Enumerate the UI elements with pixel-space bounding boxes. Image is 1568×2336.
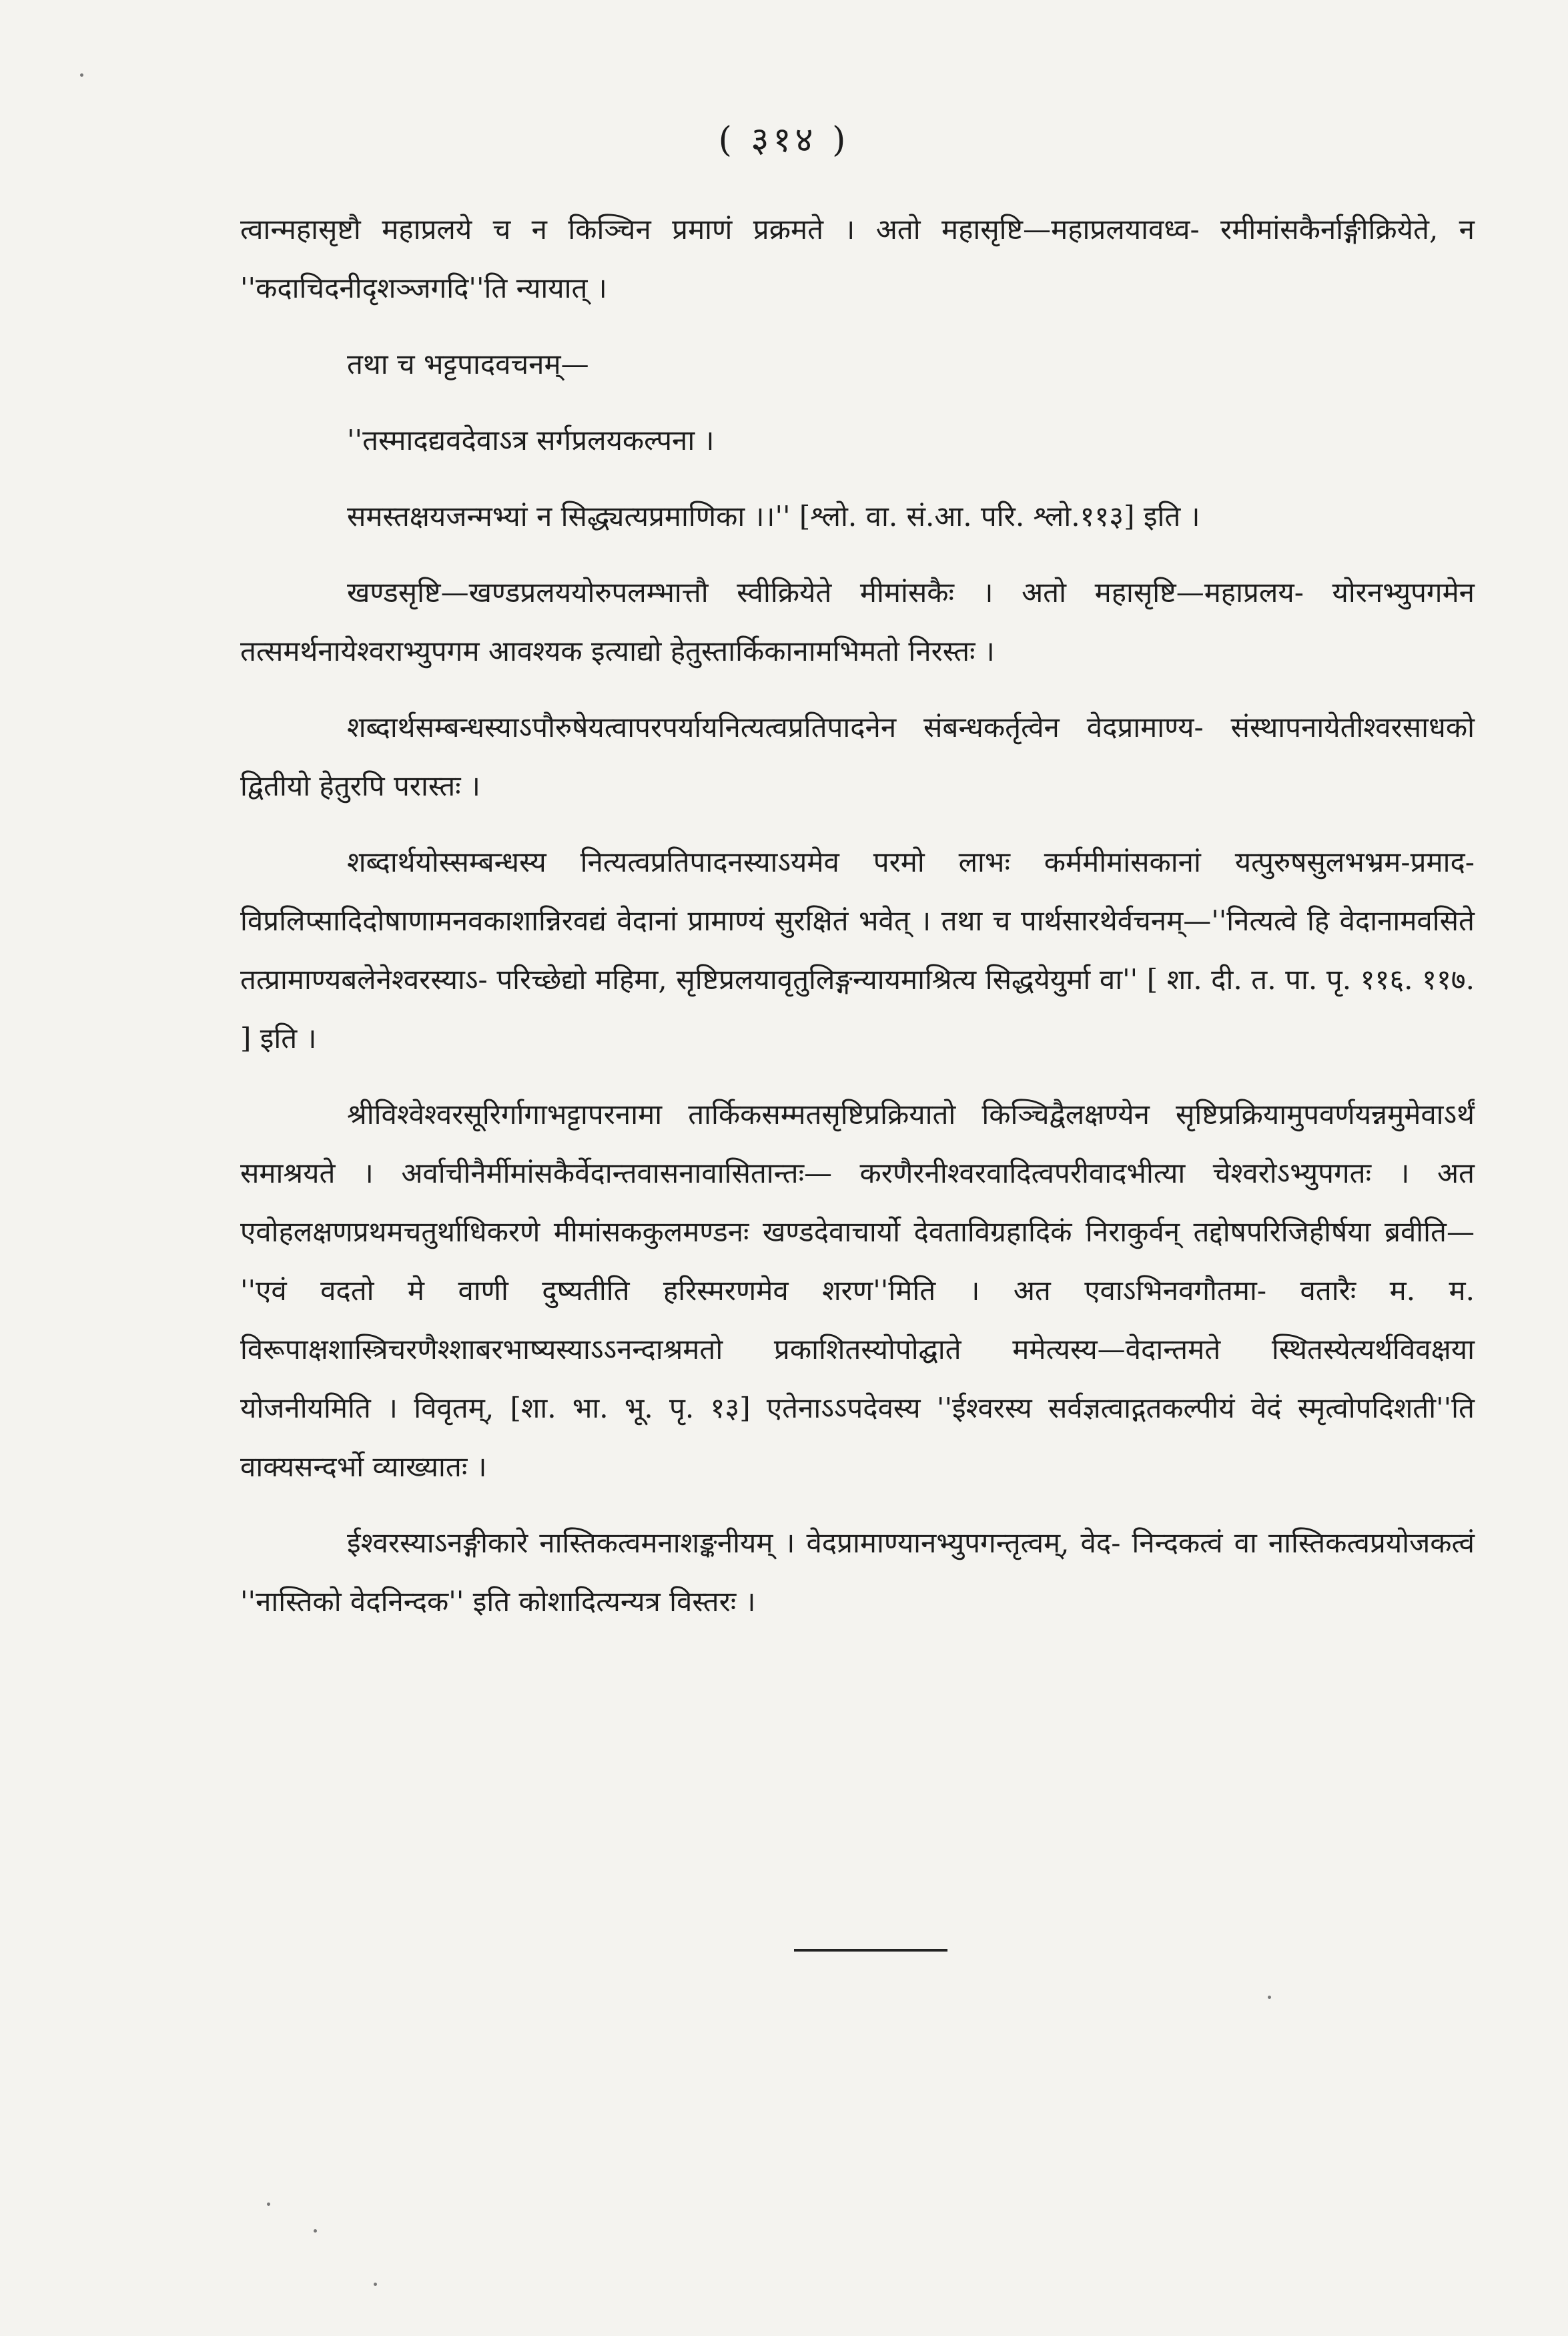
verse-line-1: ''तस्मादद्यवदेवाऽत्र सर्गप्रलयकल्पना । [347, 424, 715, 457]
body-text [240, 200, 1475, 1649]
verse-line-2: समस्तक्षयजन्मभ्यां न सिद्ध्यत्यप्रमाणिका ।।'' [श्लो. वा. सं.आ. परि. श्लो.११३] इति । [347, 500, 1200, 533]
paragraph-3: शब्दार्थसम्बन्धस्याऽपौरुषेयत्वापरपर्यायनित्यत्वप्रतिपादनेन संबन्धकर्तृत्वेन वेदप्रामाण्य- संस्थापनायेतीश्वरसाधको द्वितीयो हेतुरपि परास्तः । [240, 711, 1475, 802]
scan-speck [374, 2283, 377, 2286]
scan-speck [267, 2203, 270, 2206]
paragraph-4: शब्दार्थयोस्सम्बन्धस्य नित्यत्वप्रतिपादनस्याऽयमेव परमो लाभः कर्ममीमांसकानां यत्पुरुषसुलभभ्रम-प्रमाद-विप्रलिप्सादिदोषाणामनवकाशान्निरवद्यं वेदानां प्रामाण्यं सुरक्षितं भवेत् । तथा च पार्थसारथेर्वचनम्—''नित्यत्वे हि वेदानामवसिते तत्प्रामाण्यबलेनेश्वरस्याऽ- परिच्छेद्यो महिमा, सृष्टिप्रलयावृतुलिङ्गन्यायमाश्रित्य सिद्धयेयुर्मा वा'' [ शा. दी. त. पा. पृ. ११६. ११७. ] इति । [240, 846, 1475, 1055]
paragraph-2: खण्डसृष्टि—खण्डप्रलययोरुपलम्भात्तौ स्वीक्रियेते मीमांसकैः । अतो महासृष्टि—महाप्रलय- योरनभ्युपगमेन तत्समर्थनायेश्वराभ्युपगम आवश्यक इत्याद्यो हेतुस्तार्किकानामभिमतो निरस्तः । [240, 576, 1475, 667]
paragraph-5: श्रीविश्वेश्वरसूरिर्गागाभट्टापरनामा तार्किकसम्मतसृष्टिप्रक्रियातो किञ्चिद्वैलक्षण्येन सृष्टिप्रक्रियामुपवर्णयन्नमुमेवाऽर्थं समाश्रयते । अर्वाचीनैर्मीमांसकैर्वेदान्तवासनावासितान्तः— करणैरनीश्वरवादित्वपरीवादभीत्या चेश्वरोऽभ्युपगतः । अत एवोहलक्षणप्रथमचतुर्थाधिकरणे मीमांसककुलमण्डनः खण्डदेवाचार्यो देवताविग्रहादिकं निराकुर्वन् तद्दोषपरिजिहीर्षया ब्रवीति— ''एवं वदतो मे वाणी दुष्यतीति हरिस्मरणमेव शरण''मिति । अत एवाऽभिनवगौतमा- वतारैः म. म. विरूपाक्षशास्त्रिचरणैश्शाबरभाष्यस्याऽऽनन्दाश्रमतो प्रकाशितस्योपोद्घाते ममेत्यस्य—वेदान्तमते स्थितस्येत्यर्थविवक्षया योजनीयमिति । विवृतम्, [शा. भा. भू. पृ. १३] एतेनाऽऽपदेवस्य ''ईश्वरस्य सर्वज्ञत्वाद्गतकल्पीयं वेदं स्मृत्वोपदिशती''ति वाक्यसन्दर्भो व्याख्यातः । [240, 1098, 1475, 1483]
scan-speck [80, 73, 83, 77]
paragraph-1: त्वान्महासृष्टौ महाप्रलये च न किञ्चिन प्रमाणं प्रक्रमते । अतो महासृष्टि—महाप्रलयावध्व- रमीमांसकैर्नाङ्गीक्रियेते, न ''कदाचिदनीदृशञ्जगदि''ति न्यायात् । [240, 213, 1475, 304]
paragraph-6: ईश्वरस्याऽनङ्गीकारे नास्तिकत्वमनाशङ्कनीयम् । वेदप्रामाण्यानभ्युपगन्तृत्वम्, वेद- निन्दकत्वं वा नास्तिकत्वप्रयोजकत्वं ''नास्तिको वेदनिन्दक'' इति कोशादित्यन्यत्र विस्तरः । [240, 1526, 1475, 1618]
end-of-section-rule [794, 1949, 947, 1952]
scan-speck [1268, 1996, 1271, 1999]
scan-speck [314, 2229, 317, 2233]
page-number: ( ३१४ ) [718, 120, 850, 160]
quote-intro: तथा च भट्टपादवचनम्— [347, 348, 589, 380]
